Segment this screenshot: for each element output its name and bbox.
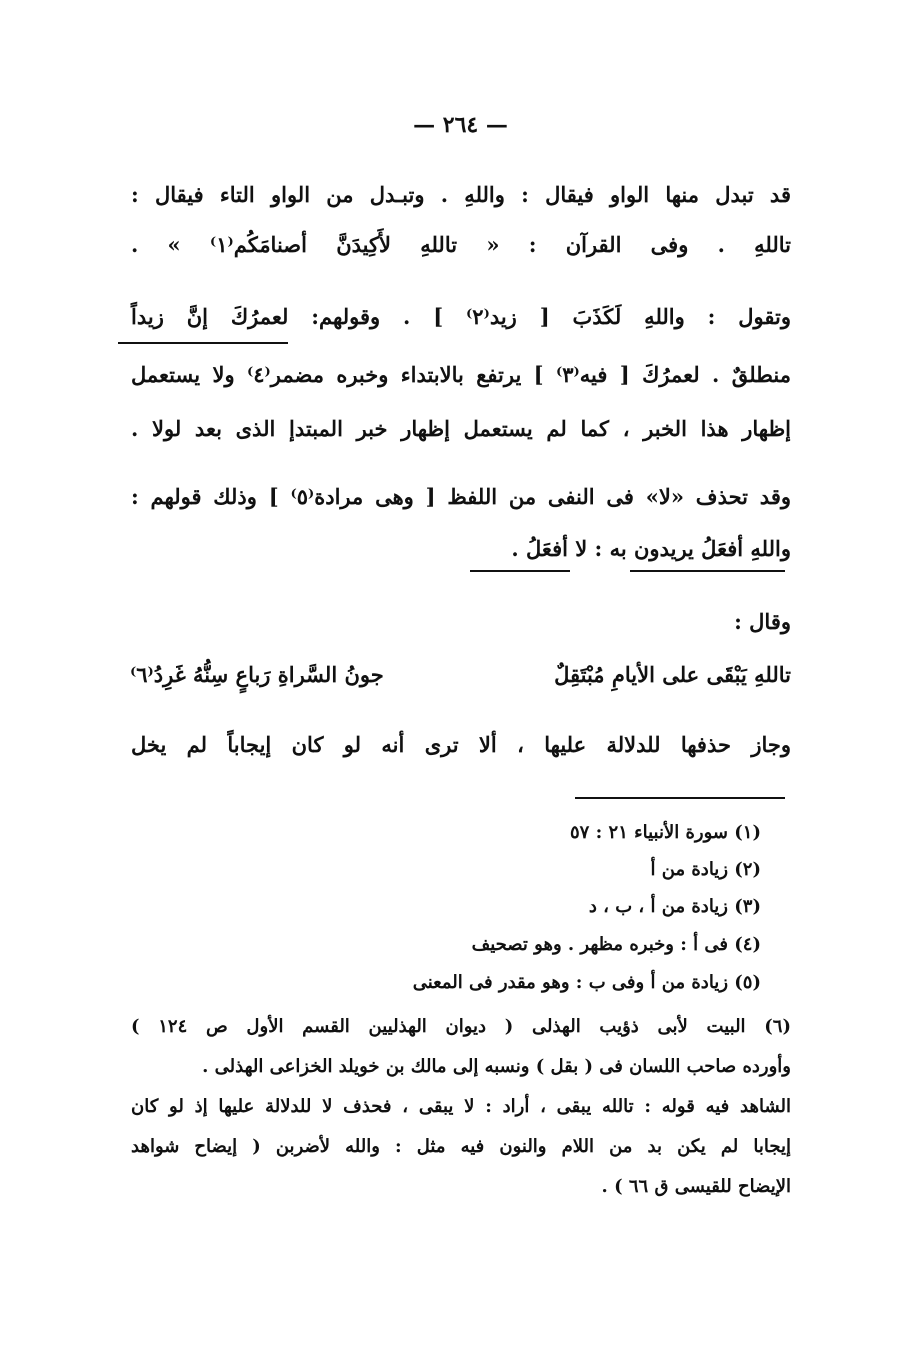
underline-rule — [470, 570, 570, 572]
footnote-6-cont-2: الشاهد فيه قوله : تالله يبقى ، أراد : لا يبقى ، فحذف لا للدلالة عليها إذ لو كان — [131, 1096, 791, 1117]
footnote-4: (٤) فى أ : وخبره مظهر . وهو تصحيف — [471, 934, 761, 955]
footnote-5: (٥) زيادة من أ وفى ب : وهو مقدر فى المعنى — [412, 972, 761, 993]
footnote-6: (٦) البيت لأبى ذؤيب الهذلى ( ديوان الهذليين القسم الأول ص ١٢٤ ) — [131, 1016, 791, 1037]
footnote-2: (٢) زيادة من أ — [650, 859, 761, 880]
footnote-separator — [575, 797, 785, 799]
body-line-6: وقد تحذف «لا» فى النفى من اللفظ [ وهى مرادة⁽٥⁾ ] وذلك قولهم : — [131, 484, 791, 509]
page-number: — ٢٦٤ — — [413, 112, 508, 138]
body-line-5: إظهار هذا الخبر ، كما لم يستعمل إظهار خبر المبتدإ الذى بعد لولا . — [131, 416, 791, 441]
footnote-1: (١) سورة الأنبياء ٢١ : ٥٧ — [570, 822, 761, 843]
footnote-3: (٣) زيادة من أ ، ب ، د — [588, 896, 761, 917]
body-line-8: وجاز حذفها للدلالة عليها ، ألا ترى أنه لو كان إيجاباً لم يخل — [131, 732, 791, 757]
body-line-1: قد تبدل منها الواو فيقال : واللهِ . وتبـدل من الواو التاء فيقال : — [131, 182, 791, 207]
body-line-4: منطلقٌ . لعمرُكَ [ فيه⁽٣⁾ ] يرتفع بالابتداء وخبره مضمر⁽٤⁾ ولا يستعمل — [131, 362, 791, 387]
footnote-6-cont-3: إيجابا لم يكن بد من اللام والنون فيه مثل : والله لأضربن ( إيضاح شواهد — [131, 1136, 791, 1157]
poem-intro: وقال : — [734, 609, 791, 634]
footnote-6-cont-4: الإيضاح للقيسى ق ٦٦ ) . — [601, 1176, 791, 1197]
underline-rule — [630, 570, 785, 572]
footnote-6-cont-1: وأورده صاحب اللسان فى ( بقل ) ونسبه إلى مالك بن خويلد الخزاعى الهذلى . — [202, 1056, 791, 1077]
poem-hemistich-1: تاللهِ يَبْقَى على الأيامِ مُبْتَقِلٌ — [554, 662, 791, 687]
underline-rule — [118, 342, 288, 344]
body-line-3: وتقول : واللهِ لَكَذَبَ [ زيد⁽٢⁾ ] . وقولهم: لعمرُكَ إنَّ زيداً — [131, 304, 791, 329]
body-line-7: واللهِ أفعَلُ يريدون به : لا أفعَلُ . — [511, 536, 791, 561]
body-line-2: تاللهِ . وفى القرآن : « تاللهِ لأَكِيدَنَّ أصنامَكُم⁽١⁾ » . — [131, 232, 791, 257]
poem-hemistich-2: جونُ السَّراةِ رَباعٍ سِنُّهُ غَرِدُ⁽٦⁾ — [130, 662, 384, 687]
